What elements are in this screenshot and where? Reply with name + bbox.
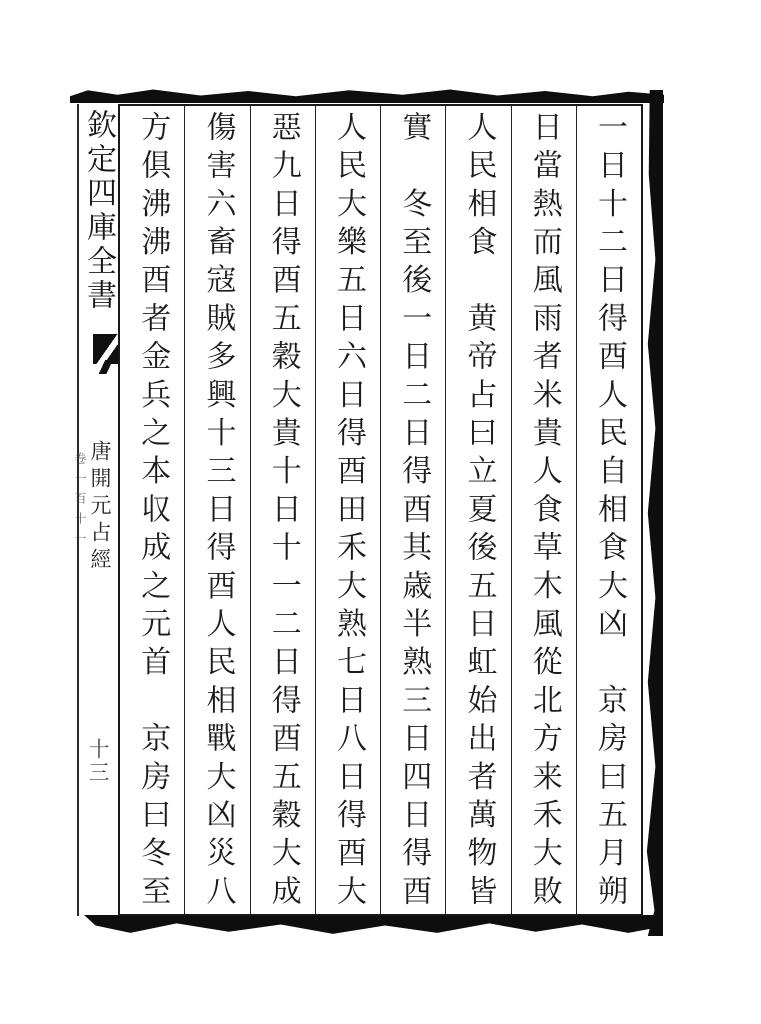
scan-edge-right: [644, 90, 663, 936]
book-title: 唐開元占經: [88, 440, 112, 575]
text-column-2: 日當熱而風雨者米貴人食草木風從北方来禾大敗: [511, 106, 576, 914]
fish-tail-mark-tail: [84, 360, 116, 374]
text-column-5: 人民大樂五日六日得酉田禾大熟七日八日得酉大: [315, 106, 380, 914]
page-number: 十三: [86, 738, 110, 784]
text-frame: [118, 104, 643, 916]
text-column-8: 方俱沸沸酉者金兵之本収成之元首 京房曰冬至: [136, 111, 170, 914]
text-column-6: 惡九日得酉五穀大貴十日十一二日得酉五穀大成: [250, 106, 315, 914]
text-column-4: 實 冬至後一日二日得酉其歳半熟三日四日得酉: [380, 106, 445, 914]
text-column-7: 傷害六畜寇賊多興十三日得酉人民相戰大凶災八: [184, 106, 249, 914]
text-column-3: 人民相食 黄帝占曰立夏後五日虹始出者萬物皆: [445, 106, 510, 914]
collection-title: 欽定四庫全書: [82, 109, 115, 313]
scan-edge-top: [70, 88, 664, 103]
scan-edge-bottom: [84, 915, 663, 936]
volume-label: 卷一百十一: [73, 452, 87, 552]
text-column-1: 一日十二日得酉人民自相食大凶 京房曰五月朔: [576, 106, 641, 914]
